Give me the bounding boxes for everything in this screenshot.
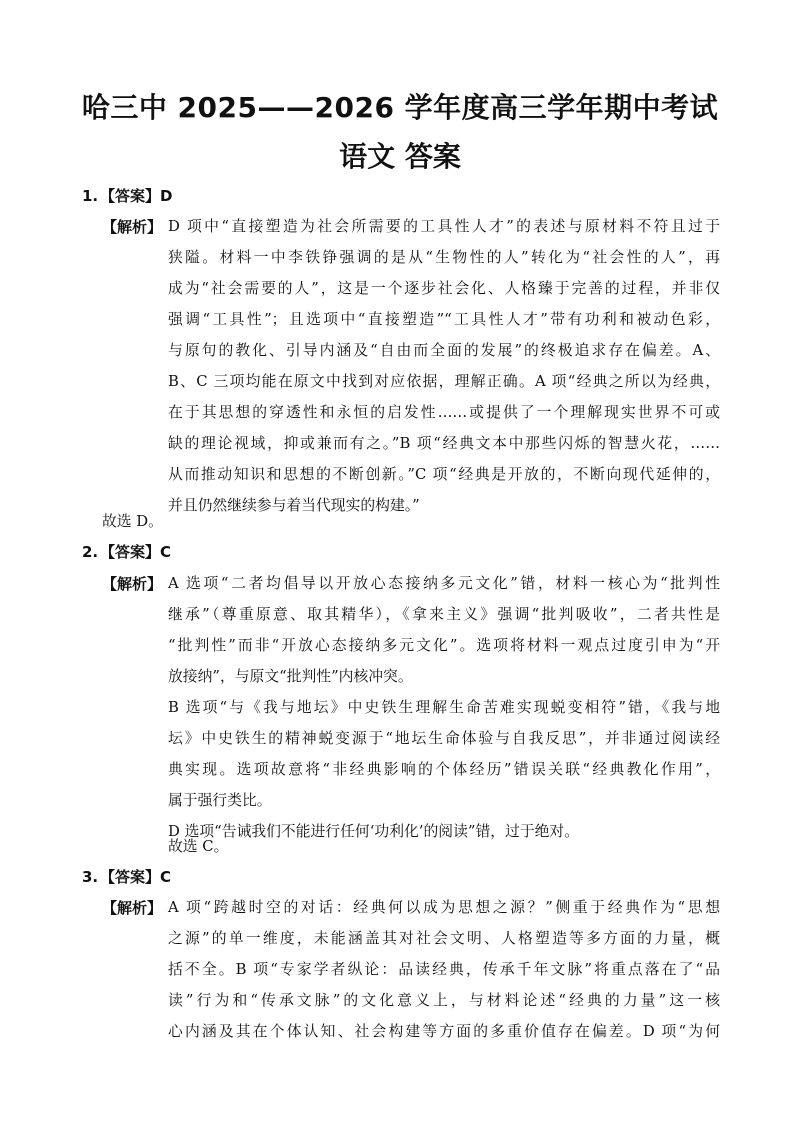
analysis-line: 属于强行类比。 bbox=[168, 792, 272, 809]
page-title: 哈三中 2025——2026 学年度高三学年期中考试 bbox=[81, 91, 719, 124]
question-3-answer: 【答案】C bbox=[100, 868, 172, 886]
analysis-line: D 选项“告诫我们不能进行任何‘功利化’的阅读”错，过于绝对。 bbox=[168, 823, 580, 840]
analysis-line: 从而推动知识和思想的不断创新。”C 项“经典是开放的，不断向现代延伸的， bbox=[168, 466, 720, 483]
analysis-line: 读”行为和“传承文脉”的文化意义上，与材料论述“经典的力量”这一核 bbox=[168, 992, 720, 1009]
analysis-line: 成为“社会需要的人”，这是一个逐步社会化、人格臻于完善的过程，并非仅 bbox=[168, 280, 720, 297]
analysis-line: 并且仍然继续参与着当代现实的构建。” bbox=[168, 497, 420, 514]
analysis-line: 狭隘。材料一中李铁铮强调的是从“生物性的人”转化为“社会性的人”，再 bbox=[168, 249, 720, 266]
analysis-line: D 项中“直接塑造为社会所需要的工具性人才”的表述与原材料不符且过于 bbox=[168, 218, 720, 235]
analysis-line: 缺的理论视域，抑或兼而有之。”B 项“经典文本中那些闪烁的智慧火花，…… bbox=[168, 435, 720, 452]
page-subtitle: 语文 答案 bbox=[339, 140, 461, 173]
question-3-analysis bbox=[168, 892, 720, 1047]
analysis-line: 放接纳”，与原文“批判性”内核冲突。 bbox=[168, 668, 413, 685]
question-1-number: 1. bbox=[82, 187, 99, 205]
analysis-line: 典实现。选项故意将“非经典影响的个体经历”错误关联“经典教化作用”， bbox=[168, 761, 720, 778]
analysis-line: A 选项“二者均倡导以开放心态接纳多元文化”错，材料一核心为“批判性 bbox=[168, 575, 720, 592]
question-1-analysis-label: 【解析】 bbox=[102, 218, 163, 236]
question-2-answer: 【答案】C bbox=[100, 543, 172, 561]
analysis-line: B 选项“与《我与地坛》中史铁生理解生命苦难实现蜕变相符”错，《我与地 bbox=[168, 699, 720, 716]
analysis-line: 强调“工具性”；且选项中“直接塑造”“工具性人才”带有功利和被动色彩， bbox=[168, 311, 720, 328]
analysis-line: B、C 三项均能在原文中找到对应依据，理解正确。A 项“经典之所以为经典， bbox=[168, 373, 720, 390]
analysis-line: 坛》中史铁生的精神蜕变源于“地坛生命体验与自我反思”，并非通过阅读经 bbox=[168, 730, 720, 747]
analysis-line: A 项“跨越时空的对话：经典何以成为思想之源？”侧重于经典作为“思想 bbox=[168, 899, 720, 916]
question-2-conclusion: 故选 C。 bbox=[168, 838, 229, 855]
question-1-answer: 【答案】D bbox=[100, 187, 173, 205]
question-2-analysis-label: 【解析】 bbox=[102, 575, 163, 593]
analysis-line: 之源”的单一维度，未能涵盖其对社会文明、人格塑造等多方面的力量，概 bbox=[168, 930, 720, 947]
analysis-line: 与原句的教化、引导内涵及“自由而全面的发展”的终极追求存在偏差。A、 bbox=[168, 342, 720, 359]
analysis-line: 心内涵及其在个体认知、社会构建等方面的多重价值存在偏差。D 项“为何 bbox=[168, 1023, 720, 1040]
question-1-conclusion: 故选 D。 bbox=[102, 513, 163, 530]
question-2-number: 2. bbox=[82, 543, 99, 561]
analysis-line: 在于其思想的穿透性和永恒的启发性……或提供了一个理解现实世界不可或 bbox=[168, 404, 720, 421]
analysis-line: “批判性”而非“开放心态接纳多元文化”。选项将材料一观点过度引申为“开 bbox=[168, 637, 720, 654]
question-2-analysis bbox=[168, 568, 720, 847]
question-3-number: 3. bbox=[82, 868, 99, 886]
analysis-line: 继承”（尊重原意、取其精华），《拿来主义》强调“批判吸收”，二者共性是 bbox=[168, 606, 720, 623]
question-1-analysis bbox=[168, 211, 720, 521]
question-3-analysis-label: 【解析】 bbox=[102, 899, 163, 917]
analysis-line: 括不全。B 项“专家学者纵论：品读经典，传承千年文脉”将重点落在了“品 bbox=[168, 961, 720, 978]
